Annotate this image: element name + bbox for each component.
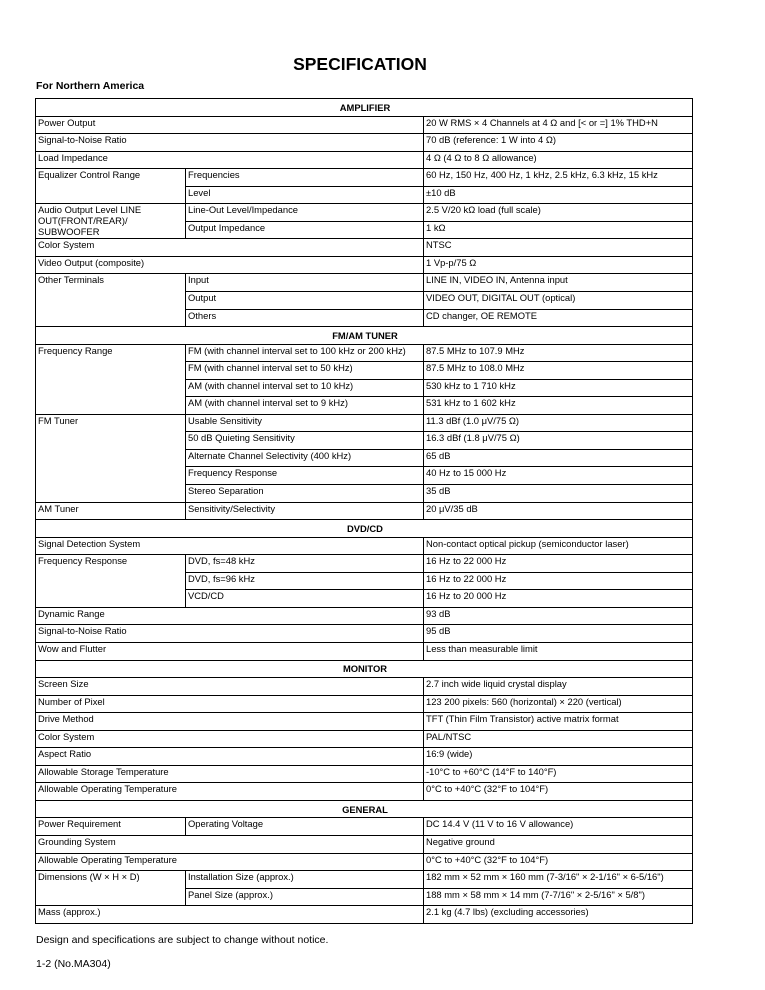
spec-value: LINE IN, VIDEO IN, Antenna input: [424, 274, 693, 292]
spec-label: Power Output: [36, 116, 424, 134]
spec-value: 20 W RMS × 4 Channels at 4 Ω and [< or =] 1% THD+N: [424, 116, 693, 134]
spec-value: 60 Hz, 150 Hz, 400 Hz, 1 kHz, 2.5 kHz, 6.3 kHz, 15 kHz: [424, 169, 693, 187]
spec-sub-label: Usable Sensitivity: [186, 414, 424, 432]
spec-label: Allowable Storage Temperature: [36, 765, 424, 783]
section-header-row: [36, 800, 693, 818]
spec-sub-label: FM (with channel interval set to 50 kHz): [186, 362, 424, 380]
spec-value: ±10 dB: [424, 186, 693, 204]
spec-value: 1 kΩ: [424, 221, 693, 239]
spec-label: Signal-to-Noise Ratio: [36, 134, 424, 152]
spec-label: Signal Detection System: [36, 537, 424, 555]
spec-label: Drive Method: [36, 713, 424, 731]
spec-label: Video Output (composite): [36, 256, 424, 274]
table-row: [36, 871, 693, 889]
spec-sub-label: Alternate Channel Selectivity (400 kHz): [186, 449, 424, 467]
spec-value: 20 μV/35 dB: [424, 502, 693, 520]
spec-sub-label: Frequencies: [186, 169, 424, 187]
section-title: MONITOR: [36, 660, 693, 678]
spec-sub-label: 50 dB Quieting Sensitivity: [186, 432, 424, 450]
table-row: [36, 204, 693, 222]
spec-label: Wow and Flutter: [36, 642, 424, 660]
spec-sub-label: AM (with channel interval set to 9 kHz): [186, 397, 424, 415]
spec-sub-label: DVD, fs=48 kHz: [186, 555, 424, 573]
spec-value: 93 dB: [424, 607, 693, 625]
spec-value: 95 dB: [424, 625, 693, 643]
spec-value: 65 dB: [424, 449, 693, 467]
spec-sub-label: FM (with channel interval set to 100 kHz or 200 kHz): [186, 344, 424, 362]
spec-value: 16 Hz to 22 000 Hz: [424, 572, 693, 590]
spec-label: Power Requirement: [36, 818, 186, 836]
spec-value: 188 mm × 58 mm × 14 mm (7-7/16" × 2-5/16" × 5/8"): [424, 888, 693, 906]
table-row: [36, 853, 693, 871]
specification-table: [35, 98, 693, 924]
spec-value: 2.7 inch wide liquid crystal display: [424, 678, 693, 696]
page-number: 1-2 (No.MA304): [36, 958, 111, 970]
table-row: [36, 818, 693, 836]
spec-sub-label: Frequency Response: [186, 467, 424, 485]
spec-label: Signal-to-Noise Ratio: [36, 625, 424, 643]
table-row: [36, 730, 693, 748]
spec-label: Color System: [36, 239, 424, 257]
section-header-row: [36, 660, 693, 678]
spec-label: Number of Pixel: [36, 695, 424, 713]
table-row: [36, 414, 693, 432]
section-title: DVD/CD: [36, 520, 693, 538]
spec-value: 1 Vp-p/75 Ω: [424, 256, 693, 274]
spec-value: NTSC: [424, 239, 693, 257]
table-row: [36, 116, 693, 134]
spec-value: 35 dB: [424, 485, 693, 503]
spec-sub-label: Output Impedance: [186, 221, 424, 239]
spec-value: 16:9 (wide): [424, 748, 693, 766]
spec-label: Grounding System: [36, 835, 424, 853]
section-title: GENERAL: [36, 800, 693, 818]
spec-sub-label: Output: [186, 292, 424, 310]
spec-label: FM Tuner: [36, 414, 186, 502]
table-row: [36, 765, 693, 783]
table-row: [36, 239, 693, 257]
spec-sub-label: Panel Size (approx.): [186, 888, 424, 906]
spec-sub-label: DVD, fs=96 kHz: [186, 572, 424, 590]
spec-value: 16.3 dBf (1.8 μV/75 Ω): [424, 432, 693, 450]
table-row: [36, 625, 693, 643]
spec-label: Color System: [36, 730, 424, 748]
spec-sub-label: AM (with channel interval set to 10 kHz): [186, 379, 424, 397]
table-row: [36, 906, 693, 924]
table-row: [36, 151, 693, 169]
section-title: FM/AM TUNER: [36, 327, 693, 345]
spec-label: Allowable Operating Temperature: [36, 783, 424, 801]
spec-label: Frequency Response: [36, 555, 186, 608]
spec-sub-label: Sensitivity/Selectivity: [186, 502, 424, 520]
section-header-row: [36, 520, 693, 538]
spec-value: DC 14.4 V (11 V to 16 V allowance): [424, 818, 693, 836]
spec-value: 2.1 kg (4.7 lbs) (excluding accessories): [424, 906, 693, 924]
spec-label: Mass (approx.): [36, 906, 424, 924]
table-row: [36, 274, 693, 292]
spec-value: 70 dB (reference: 1 W into 4 Ω): [424, 134, 693, 152]
table-row: [36, 835, 693, 853]
spec-value: 87.5 MHz to 108.0 MHz: [424, 362, 693, 380]
section-header-row: [36, 99, 693, 117]
table-row: [36, 134, 693, 152]
spec-label: Allowable Operating Temperature: [36, 853, 424, 871]
region-heading: For Northern America: [36, 80, 145, 92]
spec-sub-label: Operating Voltage: [186, 818, 424, 836]
section-title: AMPLIFIER: [36, 99, 693, 117]
spec-sub-label: Level: [186, 186, 424, 204]
spec-value: 123 200 pixels: 560 (horizontal) × 220 (vertical): [424, 695, 693, 713]
spec-label: Equalizer Control Range: [36, 169, 186, 204]
table-row: [36, 695, 693, 713]
spec-label: AM Tuner: [36, 502, 186, 520]
spec-value: PAL/NTSC: [424, 730, 693, 748]
table-row: [36, 502, 693, 520]
table-row: [36, 713, 693, 731]
table-row: [36, 783, 693, 801]
spec-label: Audio Output Level LINE OUT(FRONT/REAR)/ SUBWOOFER: [36, 204, 186, 239]
spec-label: Other Terminals: [36, 274, 186, 327]
spec-label: Load Impedance: [36, 151, 424, 169]
spec-sub-label: Input: [186, 274, 424, 292]
spec-sub-label: Installation Size (approx.): [186, 871, 424, 889]
spec-label: Dimensions (W × H × D): [36, 871, 186, 906]
table-row: [36, 169, 693, 187]
table-row: [36, 537, 693, 555]
spec-sub-label: Stereo Separation: [186, 485, 424, 503]
spec-value: Non-contact optical pickup (semiconductor laser): [424, 537, 693, 555]
spec-value: 16 Hz to 20 000 Hz: [424, 590, 693, 608]
table-row: [36, 748, 693, 766]
table-row: [36, 607, 693, 625]
spec-value: VIDEO OUT, DIGITAL OUT (optical): [424, 292, 693, 310]
spec-sub-label: VCD/CD: [186, 590, 424, 608]
spec-sub-label: Line-Out Level/Impedance: [186, 204, 424, 222]
spec-value: CD changer, OE REMOTE: [424, 309, 693, 327]
section-header-row: [36, 327, 693, 345]
spec-label: Frequency Range: [36, 344, 186, 414]
table-row: [36, 555, 693, 573]
spec-value: TFT (Thin Film Transistor) active matrix format: [424, 713, 693, 731]
spec-value: 2.5 V/20 kΩ load (full scale): [424, 204, 693, 222]
table-row: [36, 344, 693, 362]
spec-value: 11.3 dBf (1.0 μV/75 Ω): [424, 414, 693, 432]
spec-value: 0°C to +40°C (32°F to 104°F): [424, 783, 693, 801]
spec-sub-label: Others: [186, 309, 424, 327]
spec-value: 87.5 MHz to 107.9 MHz: [424, 344, 693, 362]
spec-value: 182 mm × 52 mm × 160 mm (7-3/16" × 2-1/16" × 6-5/16"): [424, 871, 693, 889]
spec-value: Negative ground: [424, 835, 693, 853]
table-row: [36, 642, 693, 660]
spec-value: 530 kHz to 1 710 kHz: [424, 379, 693, 397]
page-title: SPECIFICATION: [293, 54, 427, 74]
spec-value: 40 Hz to 15 000 Hz: [424, 467, 693, 485]
table-row: [36, 256, 693, 274]
spec-value: 4 Ω (4 Ω to 8 Ω allowance): [424, 151, 693, 169]
footer-note: Design and specifications are subject to change without notice.: [36, 934, 329, 946]
spec-value: 0°C to +40°C (32°F to 104°F): [424, 853, 693, 871]
spec-value: Less than measurable limit: [424, 642, 693, 660]
spec-label: Aspect Ratio: [36, 748, 424, 766]
table-row: [36, 678, 693, 696]
spec-value: 16 Hz to 22 000 Hz: [424, 555, 693, 573]
spec-value: 531 kHz to 1 602 kHz: [424, 397, 693, 415]
spec-label: Screen Size: [36, 678, 424, 696]
spec-value: -10°C to +60°C (14°F to 140°F): [424, 765, 693, 783]
spec-label: Dynamic Range: [36, 607, 424, 625]
